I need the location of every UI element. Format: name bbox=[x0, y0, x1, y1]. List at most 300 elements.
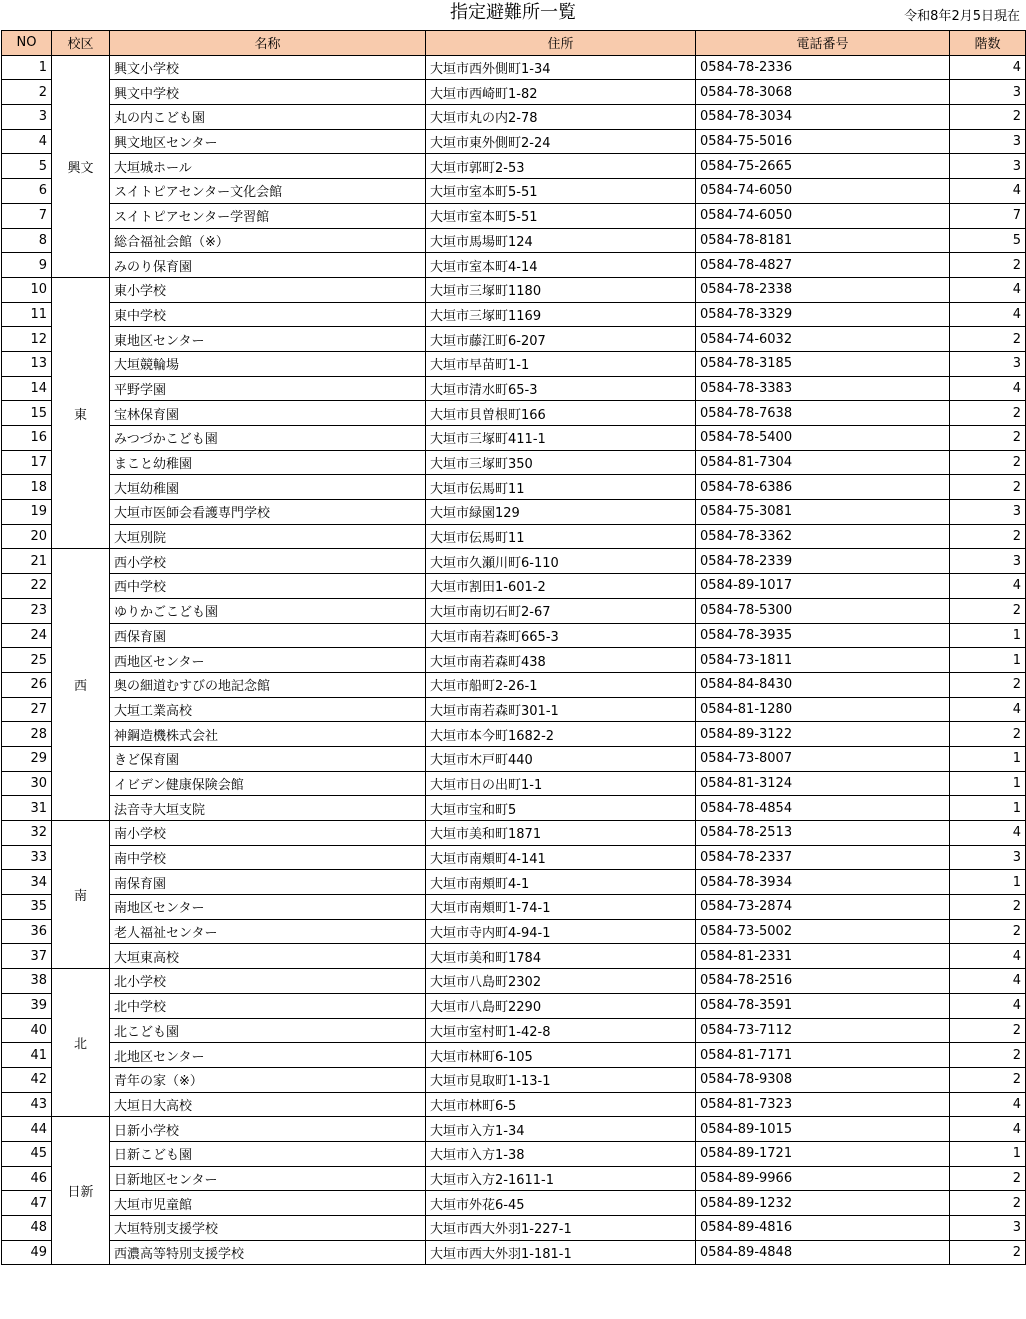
cell-name: 北小学校 bbox=[110, 969, 426, 994]
cell-name: 神鋼造機株式会社 bbox=[110, 722, 426, 747]
cell-district: 東 bbox=[52, 277, 110, 549]
cell-address: 大垣市本今町1682-2 bbox=[426, 722, 696, 747]
cell-address: 大垣市三塚町411-1 bbox=[426, 426, 696, 451]
cell-floors: 3 bbox=[950, 845, 1026, 870]
cell-name: ゆりかごこども園 bbox=[110, 598, 426, 623]
cell-name: 大垣市医師会看護専門学校 bbox=[110, 500, 426, 525]
cell-address: 大垣市馬場町124 bbox=[426, 228, 696, 253]
cell-phone: 0584-75-5016 bbox=[696, 129, 950, 154]
cell-address: 大垣市南若森町301-1 bbox=[426, 697, 696, 722]
cell-floors: 2 bbox=[950, 919, 1026, 944]
cell-phone: 0584-78-3034 bbox=[696, 105, 950, 130]
cell-address: 大垣市割田1-601-2 bbox=[426, 574, 696, 599]
cell-phone: 0584-78-5400 bbox=[696, 426, 950, 451]
cell-floors: 4 bbox=[950, 302, 1026, 327]
cell-address: 大垣市木戸町440 bbox=[426, 746, 696, 771]
cell-name: まこと幼稚園 bbox=[110, 450, 426, 475]
cell-floors: 4 bbox=[950, 944, 1026, 969]
cell-phone: 0584-78-3185 bbox=[696, 351, 950, 376]
cell-floors: 2 bbox=[950, 1067, 1026, 1092]
cell-floors: 1 bbox=[950, 1141, 1026, 1166]
table-row bbox=[2, 1043, 1026, 1068]
cell-phone: 0584-74-6032 bbox=[696, 327, 950, 352]
cell-address: 大垣市伝馬町11 bbox=[426, 524, 696, 549]
cell-district: 南 bbox=[52, 821, 110, 969]
cell-floors: 2 bbox=[950, 1018, 1026, 1043]
cell-name: 丸の内こども園 bbox=[110, 105, 426, 130]
table-body bbox=[2, 55, 1026, 1265]
cell-floors: 2 bbox=[950, 722, 1026, 747]
cell-name: 興文中学校 bbox=[110, 80, 426, 105]
cell-floors: 3 bbox=[950, 549, 1026, 574]
cell-no: 44 bbox=[2, 1117, 52, 1142]
table-row bbox=[2, 500, 1026, 525]
cell-no: 4 bbox=[2, 129, 52, 154]
cell-floors: 2 bbox=[950, 401, 1026, 426]
cell-floors: 2 bbox=[950, 426, 1026, 451]
table-row bbox=[2, 1018, 1026, 1043]
cell-no: 17 bbox=[2, 450, 52, 475]
table-row bbox=[2, 1191, 1026, 1216]
table-row bbox=[2, 771, 1026, 796]
cell-address: 大垣市西大外羽1-181-1 bbox=[426, 1240, 696, 1265]
cell-phone: 0584-81-7304 bbox=[696, 450, 950, 475]
cell-address: 大垣市美和町1784 bbox=[426, 944, 696, 969]
table-row bbox=[2, 969, 1026, 994]
cell-no: 48 bbox=[2, 1216, 52, 1241]
cell-name: イビデン健康保険会館 bbox=[110, 771, 426, 796]
header-phone: 電話番号 bbox=[696, 31, 950, 56]
cell-floors: 1 bbox=[950, 648, 1026, 673]
cell-name: 西地区センター bbox=[110, 648, 426, 673]
cell-phone: 0584-89-3122 bbox=[696, 722, 950, 747]
cell-phone: 0584-78-7638 bbox=[696, 401, 950, 426]
cell-no: 32 bbox=[2, 821, 52, 846]
table-row bbox=[2, 672, 1026, 697]
cell-address: 大垣市清水町65-3 bbox=[426, 376, 696, 401]
cell-no: 49 bbox=[2, 1240, 52, 1265]
cell-phone: 0584-81-1280 bbox=[696, 697, 950, 722]
cell-address: 大垣市船町2-26-1 bbox=[426, 672, 696, 697]
cell-name: 奥の細道むすびの地記念館 bbox=[110, 672, 426, 697]
cell-floors: 2 bbox=[950, 475, 1026, 500]
table-row bbox=[2, 895, 1026, 920]
cell-floors: 2 bbox=[950, 672, 1026, 697]
cell-no: 37 bbox=[2, 944, 52, 969]
cell-no: 9 bbox=[2, 253, 52, 278]
cell-floors: 1 bbox=[950, 746, 1026, 771]
cell-address: 大垣市室本町5-51 bbox=[426, 179, 696, 204]
cell-name: 総合福祉会館（※） bbox=[110, 228, 426, 253]
cell-name: みのり保育園 bbox=[110, 253, 426, 278]
header-district: 校区 bbox=[52, 31, 110, 56]
cell-name: 西濃高等特別支援学校 bbox=[110, 1240, 426, 1265]
cell-no: 22 bbox=[2, 574, 52, 599]
cell-name: 大垣競輪場 bbox=[110, 351, 426, 376]
cell-address: 大垣市三塚町1169 bbox=[426, 302, 696, 327]
table-row bbox=[2, 376, 1026, 401]
cell-address: 大垣市入方2-1611-1 bbox=[426, 1166, 696, 1191]
cell-floors: 5 bbox=[950, 228, 1026, 253]
cell-address: 大垣市室村町1-42-8 bbox=[426, 1018, 696, 1043]
cell-name: 南保育園 bbox=[110, 870, 426, 895]
cell-phone: 0584-81-7171 bbox=[696, 1043, 950, 1068]
cell-floors: 2 bbox=[950, 327, 1026, 352]
cell-phone: 0584-78-2337 bbox=[696, 845, 950, 870]
cell-name: 大垣城ホール bbox=[110, 154, 426, 179]
cell-no: 40 bbox=[2, 1018, 52, 1043]
cell-address: 大垣市南若森町438 bbox=[426, 648, 696, 673]
cell-address: 大垣市宝和町5 bbox=[426, 796, 696, 821]
table-row bbox=[2, 80, 1026, 105]
table-row bbox=[2, 1216, 1026, 1241]
cell-no: 2 bbox=[2, 80, 52, 105]
table-row bbox=[2, 1092, 1026, 1117]
cell-name: 日新地区センター bbox=[110, 1166, 426, 1191]
cell-floors: 4 bbox=[950, 697, 1026, 722]
cell-address: 大垣市室本町5-51 bbox=[426, 203, 696, 228]
cell-floors: 2 bbox=[950, 253, 1026, 278]
cell-name: 西保育園 bbox=[110, 623, 426, 648]
table-row bbox=[2, 722, 1026, 747]
cell-name: 大垣幼稚園 bbox=[110, 475, 426, 500]
cell-floors: 4 bbox=[950, 376, 1026, 401]
cell-name: 日新こども園 bbox=[110, 1141, 426, 1166]
cell-name: 法音寺大垣支院 bbox=[110, 796, 426, 821]
cell-address: 大垣市南頬町4-141 bbox=[426, 845, 696, 870]
cell-address: 大垣市丸の内2-78 bbox=[426, 105, 696, 130]
cell-name: 興文小学校 bbox=[110, 55, 426, 80]
table-row bbox=[2, 154, 1026, 179]
cell-no: 34 bbox=[2, 870, 52, 895]
cell-name: 興文地区センター bbox=[110, 129, 426, 154]
cell-phone: 0584-78-9308 bbox=[696, 1067, 950, 1092]
cell-phone: 0584-81-7323 bbox=[696, 1092, 950, 1117]
cell-no: 33 bbox=[2, 845, 52, 870]
cell-phone: 0584-73-8007 bbox=[696, 746, 950, 771]
cell-floors: 3 bbox=[950, 500, 1026, 525]
cell-floors: 2 bbox=[950, 1043, 1026, 1068]
cell-name: 北中学校 bbox=[110, 993, 426, 1018]
cell-phone: 0584-73-2874 bbox=[696, 895, 950, 920]
cell-name: 大垣工業高校 bbox=[110, 697, 426, 722]
cell-phone: 0584-73-5002 bbox=[696, 919, 950, 944]
cell-floors: 1 bbox=[950, 870, 1026, 895]
table-row bbox=[2, 327, 1026, 352]
cell-address: 大垣市早苗町1-1 bbox=[426, 351, 696, 376]
header-floors: 階数 bbox=[950, 31, 1026, 56]
cell-address: 大垣市三塚町350 bbox=[426, 450, 696, 475]
cell-phone: 0584-81-2331 bbox=[696, 944, 950, 969]
cell-floors: 2 bbox=[950, 895, 1026, 920]
cell-no: 19 bbox=[2, 500, 52, 525]
cell-name: 南中学校 bbox=[110, 845, 426, 870]
header-no: NO bbox=[2, 31, 52, 56]
cell-floors: 2 bbox=[950, 450, 1026, 475]
table-row bbox=[2, 179, 1026, 204]
cell-address: 大垣市南若森町665-3 bbox=[426, 623, 696, 648]
cell-address: 大垣市寺内町4-94-1 bbox=[426, 919, 696, 944]
table-row bbox=[2, 475, 1026, 500]
table-row bbox=[2, 1117, 1026, 1142]
cell-no: 26 bbox=[2, 672, 52, 697]
cell-name: 大垣東高校 bbox=[110, 944, 426, 969]
cell-no: 28 bbox=[2, 722, 52, 747]
table-row bbox=[2, 648, 1026, 673]
cell-phone: 0584-78-3383 bbox=[696, 376, 950, 401]
cell-phone: 0584-89-4816 bbox=[696, 1216, 950, 1241]
cell-no: 15 bbox=[2, 401, 52, 426]
cell-floors: 7 bbox=[950, 203, 1026, 228]
cell-no: 25 bbox=[2, 648, 52, 673]
cell-name: きど保育園 bbox=[110, 746, 426, 771]
cell-name: スイトピアセンター文化会館 bbox=[110, 179, 426, 204]
cell-no: 24 bbox=[2, 623, 52, 648]
cell-phone: 0584-84-8430 bbox=[696, 672, 950, 697]
table-row bbox=[2, 574, 1026, 599]
cell-phone: 0584-75-2665 bbox=[696, 154, 950, 179]
table-row bbox=[2, 697, 1026, 722]
cell-no: 39 bbox=[2, 993, 52, 1018]
table-row bbox=[2, 524, 1026, 549]
cell-phone: 0584-73-1811 bbox=[696, 648, 950, 673]
cell-no: 1 bbox=[2, 55, 52, 80]
table-row bbox=[2, 302, 1026, 327]
cell-address: 大垣市伝馬町11 bbox=[426, 475, 696, 500]
cell-floors: 3 bbox=[950, 351, 1026, 376]
cell-phone: 0584-78-2513 bbox=[696, 821, 950, 846]
cell-name: 大垣別院 bbox=[110, 524, 426, 549]
cell-phone: 0584-81-3124 bbox=[696, 771, 950, 796]
cell-floors: 4 bbox=[950, 179, 1026, 204]
cell-address: 大垣市日の出町1-1 bbox=[426, 771, 696, 796]
cell-phone: 0584-78-3591 bbox=[696, 993, 950, 1018]
cell-phone: 0584-78-3935 bbox=[696, 623, 950, 648]
cell-floors: 4 bbox=[950, 1117, 1026, 1142]
cell-floors: 4 bbox=[950, 1092, 1026, 1117]
table-row bbox=[2, 845, 1026, 870]
cell-no: 20 bbox=[2, 524, 52, 549]
cell-phone: 0584-89-4848 bbox=[696, 1240, 950, 1265]
cell-address: 大垣市八島町2302 bbox=[426, 969, 696, 994]
table-row bbox=[2, 993, 1026, 1018]
cell-floors: 3 bbox=[950, 129, 1026, 154]
cell-address: 大垣市南頬町4-1 bbox=[426, 870, 696, 895]
table-row bbox=[2, 253, 1026, 278]
cell-name: 北地区センター bbox=[110, 1043, 426, 1068]
cell-address: 大垣市南頬町1-74-1 bbox=[426, 895, 696, 920]
table-row bbox=[2, 746, 1026, 771]
cell-phone: 0584-75-3081 bbox=[696, 500, 950, 525]
cell-floors: 4 bbox=[950, 993, 1026, 1018]
table-row bbox=[2, 105, 1026, 130]
cell-address: 大垣市西大外羽1-227-1 bbox=[426, 1216, 696, 1241]
cell-phone: 0584-78-6386 bbox=[696, 475, 950, 500]
cell-name: スイトピアセンター学習館 bbox=[110, 203, 426, 228]
cell-address: 大垣市室本町4-14 bbox=[426, 253, 696, 278]
cell-no: 45 bbox=[2, 1141, 52, 1166]
header-row bbox=[2, 31, 1026, 56]
cell-district: 西 bbox=[52, 549, 110, 821]
cell-phone: 0584-78-2339 bbox=[696, 549, 950, 574]
cell-address: 大垣市久瀬川町6-110 bbox=[426, 549, 696, 574]
cell-phone: 0584-78-2336 bbox=[696, 55, 950, 80]
table-row bbox=[2, 129, 1026, 154]
cell-floors: 2 bbox=[950, 598, 1026, 623]
cell-phone: 0584-89-1015 bbox=[696, 1117, 950, 1142]
cell-phone: 0584-73-7112 bbox=[696, 1018, 950, 1043]
table-row bbox=[2, 351, 1026, 376]
cell-phone: 0584-78-4827 bbox=[696, 253, 950, 278]
cell-floors: 2 bbox=[950, 524, 1026, 549]
cell-name: 西中学校 bbox=[110, 574, 426, 599]
cell-no: 30 bbox=[2, 771, 52, 796]
cell-district: 興文 bbox=[52, 55, 110, 277]
cell-name: みつづかこども園 bbox=[110, 426, 426, 451]
cell-no: 11 bbox=[2, 302, 52, 327]
cell-address: 大垣市見取町1-13-1 bbox=[426, 1067, 696, 1092]
cell-no: 7 bbox=[2, 203, 52, 228]
cell-floors: 4 bbox=[950, 574, 1026, 599]
cell-floors: 1 bbox=[950, 796, 1026, 821]
cell-phone: 0584-78-3934 bbox=[696, 870, 950, 895]
table-row bbox=[2, 623, 1026, 648]
cell-floors: 2 bbox=[950, 105, 1026, 130]
table-row bbox=[2, 1166, 1026, 1191]
cell-district: 日新 bbox=[52, 1117, 110, 1265]
cell-name: 東小学校 bbox=[110, 277, 426, 302]
cell-floors: 3 bbox=[950, 1216, 1026, 1241]
cell-floors: 3 bbox=[950, 154, 1026, 179]
cell-no: 47 bbox=[2, 1191, 52, 1216]
cell-floors: 4 bbox=[950, 55, 1026, 80]
cell-no: 38 bbox=[2, 969, 52, 994]
table-row bbox=[2, 1240, 1026, 1265]
cell-floors: 4 bbox=[950, 821, 1026, 846]
shelter-table bbox=[1, 30, 1026, 1265]
cell-address: 大垣市入方1-38 bbox=[426, 1141, 696, 1166]
cell-name: 大垣特別支援学校 bbox=[110, 1216, 426, 1241]
cell-no: 6 bbox=[2, 179, 52, 204]
cell-phone: 0584-78-8181 bbox=[696, 228, 950, 253]
cell-no: 41 bbox=[2, 1043, 52, 1068]
cell-floors: 2 bbox=[950, 1191, 1026, 1216]
cell-name: 南地区センター bbox=[110, 895, 426, 920]
cell-no: 21 bbox=[2, 549, 52, 574]
cell-phone: 0584-74-6050 bbox=[696, 179, 950, 204]
cell-phone: 0584-89-1721 bbox=[696, 1141, 950, 1166]
cell-phone: 0584-89-9966 bbox=[696, 1166, 950, 1191]
cell-no: 16 bbox=[2, 426, 52, 451]
table-row bbox=[2, 426, 1026, 451]
cell-no: 3 bbox=[2, 105, 52, 130]
cell-floors: 4 bbox=[950, 969, 1026, 994]
cell-name: 青年の家（※） bbox=[110, 1067, 426, 1092]
table-row bbox=[2, 944, 1026, 969]
cell-address: 大垣市外花6-45 bbox=[426, 1191, 696, 1216]
cell-phone: 0584-78-5300 bbox=[696, 598, 950, 623]
table-row bbox=[2, 1067, 1026, 1092]
cell-no: 12 bbox=[2, 327, 52, 352]
cell-address: 大垣市西崎町1-82 bbox=[426, 80, 696, 105]
table-row bbox=[2, 821, 1026, 846]
cell-phone: 0584-78-4854 bbox=[696, 796, 950, 821]
cell-name: 平野学園 bbox=[110, 376, 426, 401]
cell-address: 大垣市入方1-34 bbox=[426, 1117, 696, 1142]
cell-address: 大垣市南切石町2-67 bbox=[426, 598, 696, 623]
table-row bbox=[2, 549, 1026, 574]
table-row bbox=[2, 55, 1026, 80]
table-row bbox=[2, 277, 1026, 302]
cell-no: 23 bbox=[2, 598, 52, 623]
cell-floors: 2 bbox=[950, 1166, 1026, 1191]
cell-phone: 0584-78-2516 bbox=[696, 969, 950, 994]
cell-no: 27 bbox=[2, 697, 52, 722]
cell-no: 46 bbox=[2, 1166, 52, 1191]
cell-phone: 0584-74-6050 bbox=[696, 203, 950, 228]
header-address: 住所 bbox=[426, 31, 696, 56]
cell-phone: 0584-89-1017 bbox=[696, 574, 950, 599]
cell-phone: 0584-78-3068 bbox=[696, 80, 950, 105]
cell-address: 大垣市三塚町1180 bbox=[426, 277, 696, 302]
cell-address: 大垣市西外側町1-34 bbox=[426, 55, 696, 80]
cell-address: 大垣市美和町1871 bbox=[426, 821, 696, 846]
cell-no: 43 bbox=[2, 1092, 52, 1117]
cell-address: 大垣市緑園129 bbox=[426, 500, 696, 525]
cell-name: 老人福祉センター bbox=[110, 919, 426, 944]
page-title: 指定避難所一覧 bbox=[450, 2, 576, 23]
cell-name: 宝林保育園 bbox=[110, 401, 426, 426]
cell-floors: 2 bbox=[950, 1240, 1026, 1265]
table-row bbox=[2, 1141, 1026, 1166]
cell-address: 大垣市貝曽根町166 bbox=[426, 401, 696, 426]
cell-phone: 0584-89-1232 bbox=[696, 1191, 950, 1216]
cell-no: 13 bbox=[2, 351, 52, 376]
cell-phone: 0584-78-3362 bbox=[696, 524, 950, 549]
cell-name: 北こども園 bbox=[110, 1018, 426, 1043]
cell-name: 日新小学校 bbox=[110, 1117, 426, 1142]
cell-floors: 4 bbox=[950, 277, 1026, 302]
cell-name: 東地区センター bbox=[110, 327, 426, 352]
cell-no: 18 bbox=[2, 475, 52, 500]
cell-name: 東中学校 bbox=[110, 302, 426, 327]
cell-floors: 1 bbox=[950, 771, 1026, 796]
table-row bbox=[2, 401, 1026, 426]
cell-address: 大垣市林町6-5 bbox=[426, 1092, 696, 1117]
table-row bbox=[2, 228, 1026, 253]
cell-no: 31 bbox=[2, 796, 52, 821]
cell-address: 大垣市藤江町6-207 bbox=[426, 327, 696, 352]
table-row bbox=[2, 450, 1026, 475]
table-row bbox=[2, 598, 1026, 623]
cell-floors: 1 bbox=[950, 623, 1026, 648]
cell-no: 35 bbox=[2, 895, 52, 920]
cell-address: 大垣市郭町2-53 bbox=[426, 154, 696, 179]
table-row bbox=[2, 919, 1026, 944]
cell-floors: 3 bbox=[950, 80, 1026, 105]
cell-name: 西小学校 bbox=[110, 549, 426, 574]
table-row bbox=[2, 203, 1026, 228]
cell-no: 14 bbox=[2, 376, 52, 401]
cell-district: 北 bbox=[52, 969, 110, 1117]
table-row bbox=[2, 870, 1026, 895]
cell-no: 8 bbox=[2, 228, 52, 253]
cell-no: 29 bbox=[2, 746, 52, 771]
cell-phone: 0584-78-2338 bbox=[696, 277, 950, 302]
cell-name: 南小学校 bbox=[110, 821, 426, 846]
table-row bbox=[2, 796, 1026, 821]
cell-no: 10 bbox=[2, 277, 52, 302]
